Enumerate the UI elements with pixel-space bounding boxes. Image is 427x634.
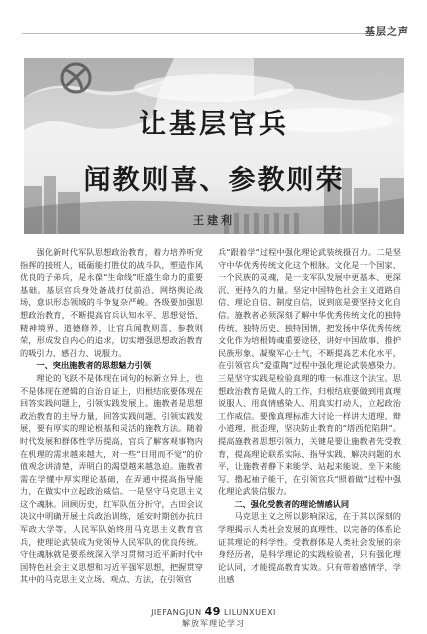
left-column xyxy=(20,246,203,586)
footer-left-text: JIEFANGJUN xyxy=(151,608,202,617)
header-rule xyxy=(22,33,367,34)
page-footer xyxy=(0,606,427,630)
article-title-line1: 让基层官兵 xyxy=(139,109,289,140)
article-title-line2: 闻教则喜、参教则荣 xyxy=(83,165,345,196)
article-banner xyxy=(24,58,404,234)
banner-background-art xyxy=(24,58,404,234)
magazine-name: 解放军理论学习 xyxy=(182,619,245,628)
section-label: 基层之声 xyxy=(365,27,409,38)
paragraph-continued: 兵“跟着学”过程中强化理论武装统摄召力。二是坚守中华优秀传统文化这个根脉。文化是一个国家、一个民族的灵魂，是一支军队发展中更基本、更深沉、更持久的力量。坚定中国特色社会主义道路自信、理论自信、制度自信，说到底是要坚持文化自信。施教者必须深刻了解中华优秀传统文化的独特传统、独特历史、独特国情，把发扬中华优秀传统文化作为培根铸魂重要途径，讲好中国故事、推护民族形象、凝聚军心士气，不断提高艺术化水平，在引领官兵“爱重陶”过程中强化理论武装感染力。三是坚守实践是检验真理的唯一标准这个法宝。思想政治教育是做人的工作，归根结底要做到用真理说服人、用真情感染人、用真实打动人，立起政治工作威信。要像真理标准大讨论一样讲大道理、辩小道理、批歪理，坚决防止教育的“塔西佗陷阱”。提高施教者思想引领力，关键是要让施教者先受教育，提高理论联系实际、指导实践、解决问题的水平，让施教者静下来能学、站起来能说、坐下来能写、撸起袖子能干，在引领官兵“照着做”过程中强化理论武装信服力。 xyxy=(218,247,401,497)
article-author: 王建利 xyxy=(193,214,235,227)
subheading: 二、强化受教者的理论情感认同 xyxy=(234,498,350,509)
paragraph: 强化新时代军队思想政治教育，着力培养听党指挥的接班人，砥砺能打胜仗的战斗队，塑造作风优良的子弟兵，是永葆“生命线”旺盛生命力的重要基础。基层官兵身处备战打仗前沿、网络舆论战场，意识形态领域的斗争复杂严峻。各级要加强思想政治教育，不断提高官兵认知水平、思想觉悟、精神境界、道德修养，让官兵闻教则喜、参教则荣，形成发自内心的追求，切实增强思想政治教育的吸引力、感召力、说服力。 xyxy=(20,247,203,358)
subheading: 一、突出施教者的思想魅力引领 xyxy=(36,360,152,371)
page-header xyxy=(0,22,427,44)
footer-right-text: LILUNXUEXI xyxy=(223,608,276,617)
right-column xyxy=(218,246,401,586)
paragraph: 马克思主义之所以影响深远，在于其以深刻的学理揭示人类社会发展的真理性、以完备的体系论证其理论的科学性。受教群体是人类社会发展的亲身经历者，是科学理论的实践检验者，只有强化理论认同，才能提高教育实效。只有带着感情学，学出感 xyxy=(218,511,401,585)
page-number: 49 xyxy=(204,605,221,618)
paragraph: 理论的飞跃不是体现在词句的标新立异上，也不是体现在逻辑的自治自证上，归根结底要体现在回答实践问题上，引领实践发展上。施教者是思想政治教育的主导力量，回答实践问题、引领实践发展，要有厚实的理论根基和灵活的施教方法。随着时代发展和群体性学历提高，官兵了解客观事物内在机理的需求越来越大，对一些“日用而不觉”的价值观念讲清楚，弄明白的渴望越来越急迫。施教者需在学懂中厚实理论基础，在弄通中提高指导能力，在做实中立起政治威信。一是坚守马克思主义这个魂脉。回顾历史，红军队伍分折守，古田会议决议中明确开展士兵政治训练，延安时期创办抗日军政大学等，人民军队始终用马克思主义教育官兵，使理论武装成为党领导人民军队的优良传统。守住魂脉就是要系统深入学习贯彻习近平新时代中国特色社会主义思想和习近平强军思想，把握贯穿其中的马克思主义立场、观点、方法，在引领官 xyxy=(20,372,203,585)
